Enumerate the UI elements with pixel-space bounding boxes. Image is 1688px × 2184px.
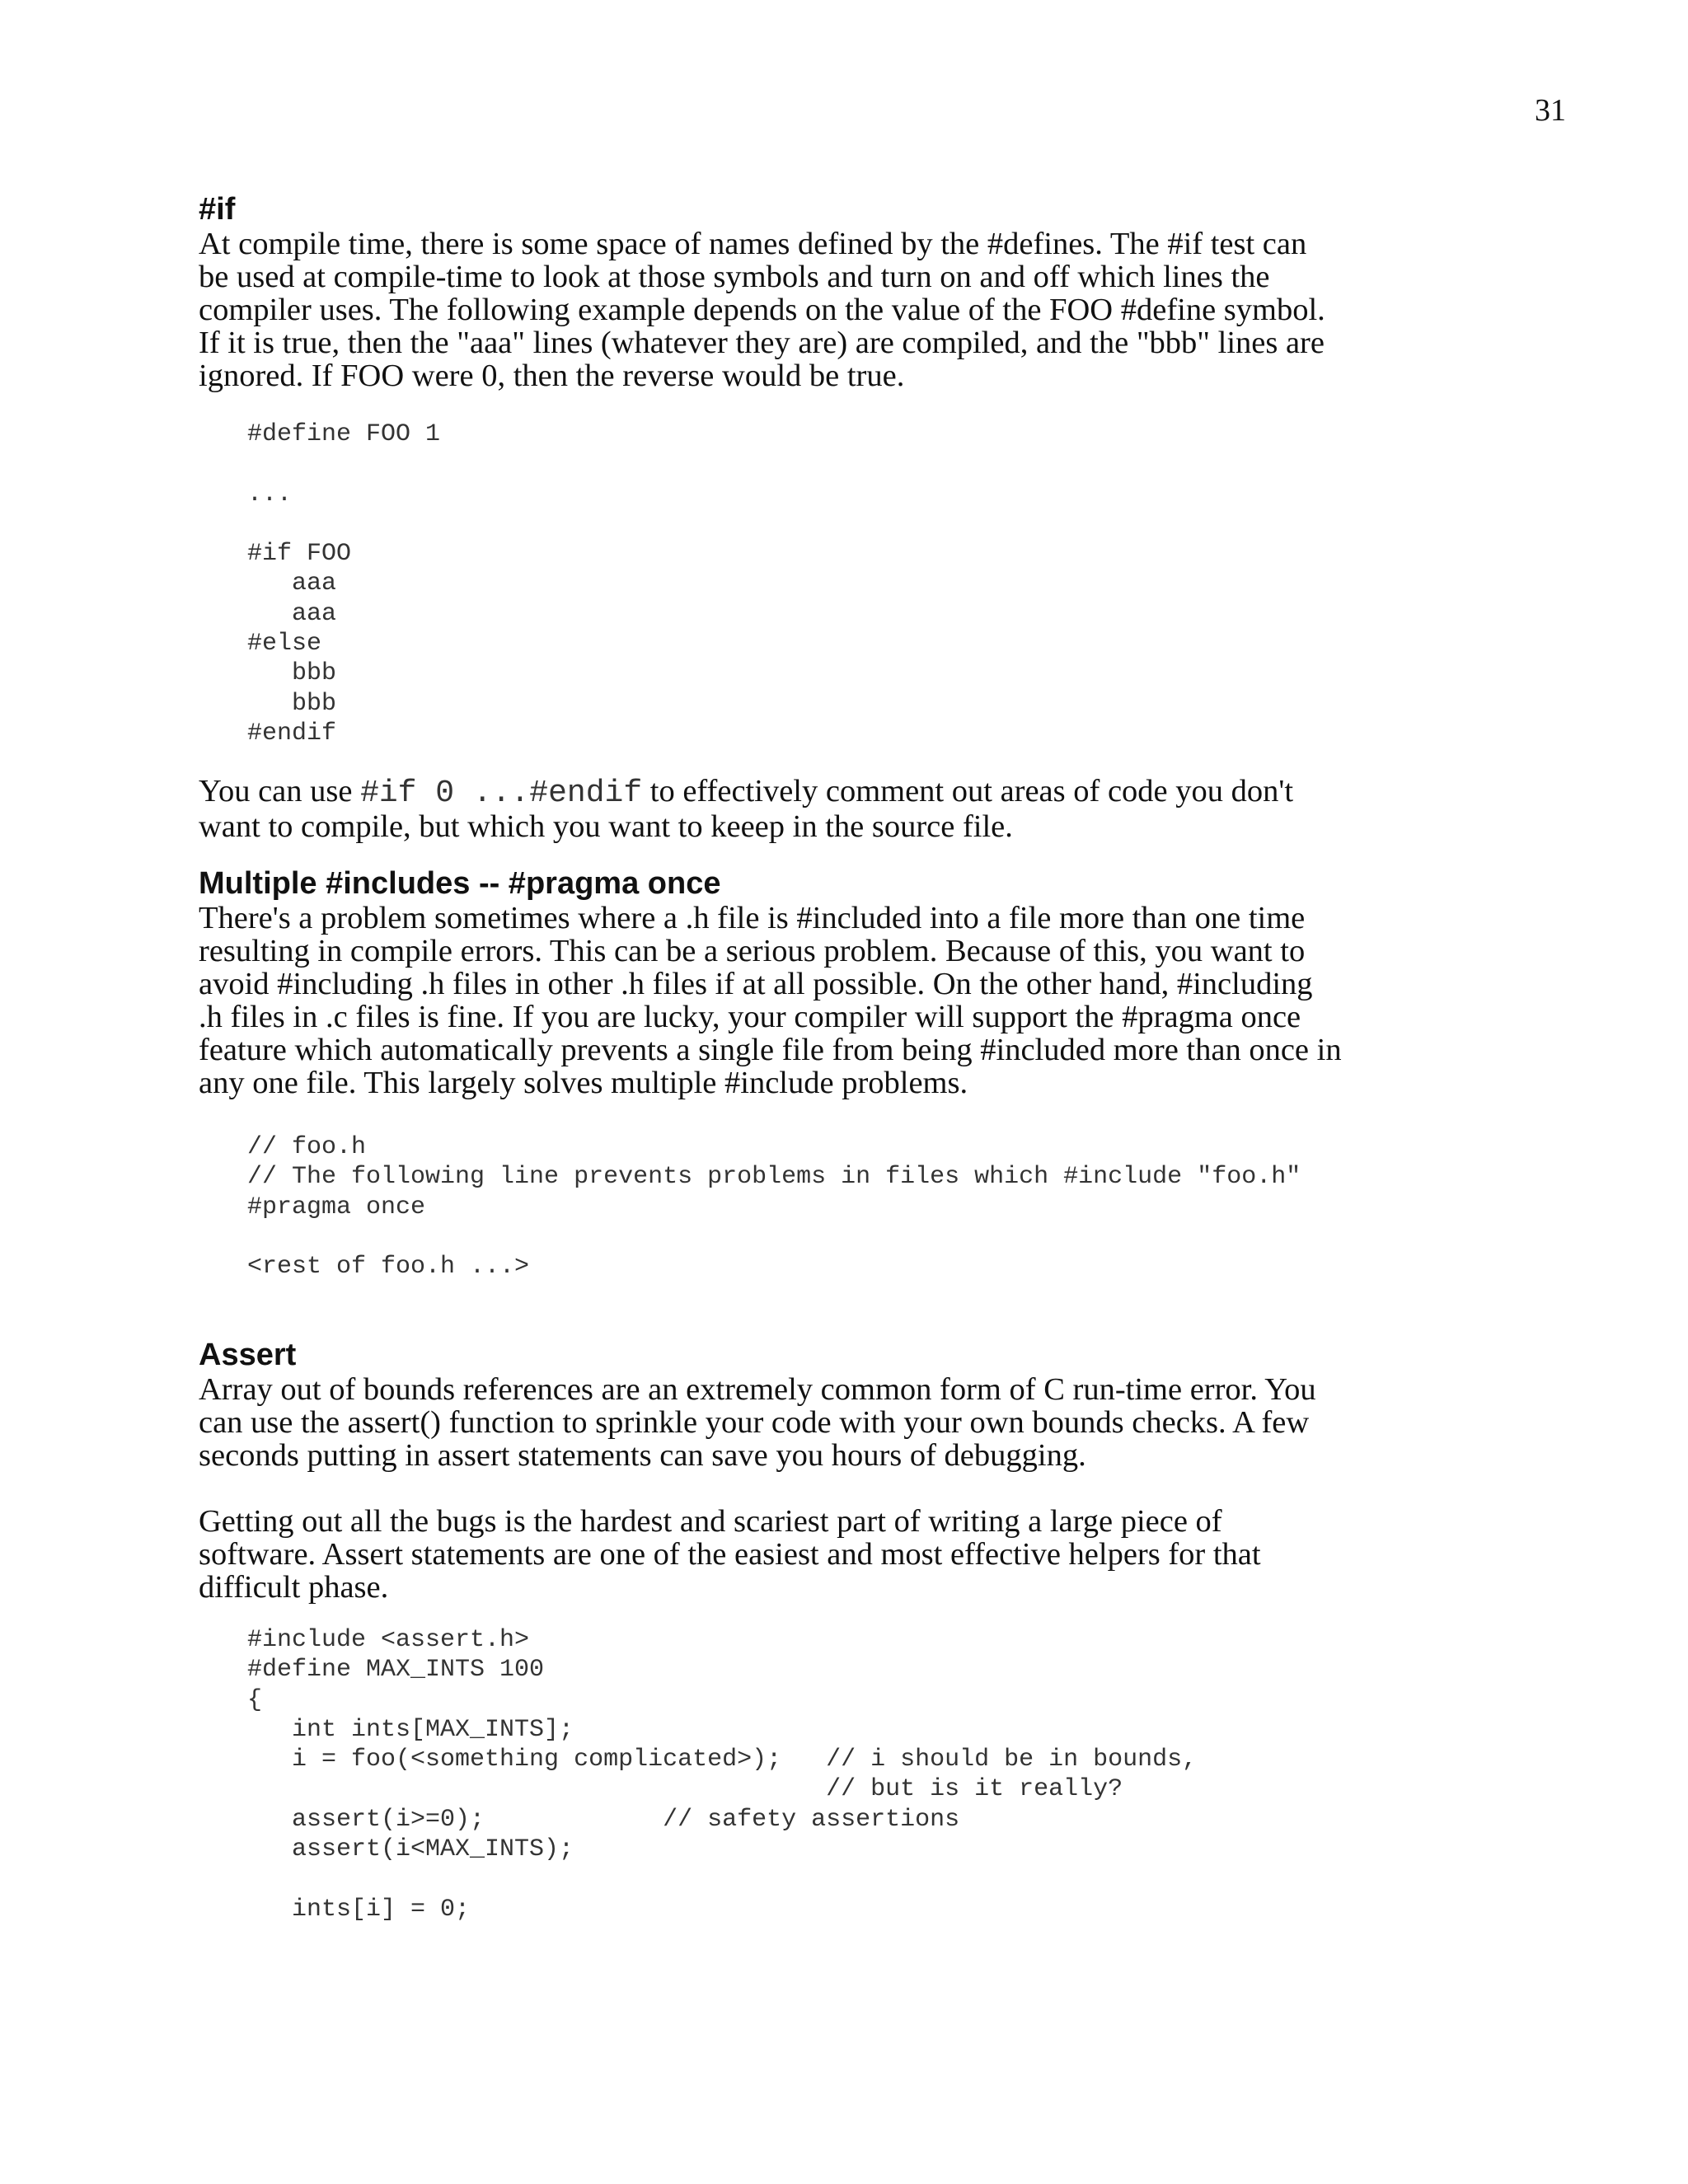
paragraph-assert-intro: Array out of bounds references are an extremely common form of C run-time error. You can use the assert() function to sprinkle your code with your own bounds checks. A few seconds putting in assert statements can save you hours of debugging. <box>199 1372 1316 1473</box>
section-if <box>199 191 1484 392</box>
usage-text-prefix: You can use <box>199 774 361 808</box>
code-block-pragma-once: // foo.h // The following line prevents problems in files which #include "foo.h" #pragma once <rest of foo.h ...> <box>247 1133 1301 1282</box>
paragraph-pragma-once: There's a problem sometimes where a .h file is #included into a file more than one time resulting in compile errors. This can be a serious problem. Because of this, you want to avoid #including .h files in other .h files if at all possible. On the other hand, #including .h files in .c files is fine. If you are lucky, your compiler will support the #pragma once feature which automatically prevents a single file from being #included more than once in any one file. This largely solves multiple #include problems. <box>199 901 1342 1100</box>
usage-text-suffix: to effectively comment out areas of code you don't want to compile, but which you want to keeep in the source file. <box>199 774 1294 844</box>
paragraph-assert-bugs: Getting out all the bugs is the hardest and scariest part of writing a large piece of software. Assert statements are one of the easiest and most effective helpers for that difficult phase. <box>199 1504 1261 1605</box>
code-block-if: #define FOO 1 ... #if FOO aaa aaa #else bbb bbb #endif <box>247 420 441 748</box>
inline-code-if-0: #if 0 ...#endif <box>360 776 643 811</box>
code-block-assert: #include <assert.h> #define MAX_INTS 100 { int ints[MAX_INTS]; i = foo(<something complicated>); // i should be in bounds, // but is it really? assert(i>=0); // safety assertions assert(i<MAX_INTS); ints[i] = 0; <box>247 1626 1198 1924</box>
paragraph-if-usage <box>199 775 1484 843</box>
section-heading-if: #if <box>199 192 236 227</box>
page-number: 31 <box>1535 93 1566 128</box>
paragraph-assert-bugs-block <box>199 1505 1484 1604</box>
section-assert <box>199 1337 1484 1472</box>
section-pragma-once <box>199 865 1484 1099</box>
section-heading-assert: Assert <box>199 1338 297 1372</box>
paragraph-if-intro: At compile time, there is some space of names defined by the #defines. The #if test can be used at compile-time to look at those symbols and turn on and off which lines the compiler uses. The following example depends on the value of the FOO #define symbol. If it is true, then the "aaa" lines (whatever they are) are compiled, and the "bbb" lines are ignored. If FOO were 0, then the reverse would be true. <box>199 227 1325 393</box>
section-heading-pragma-once: Multiple #includes -- #pragma once <box>199 866 721 901</box>
